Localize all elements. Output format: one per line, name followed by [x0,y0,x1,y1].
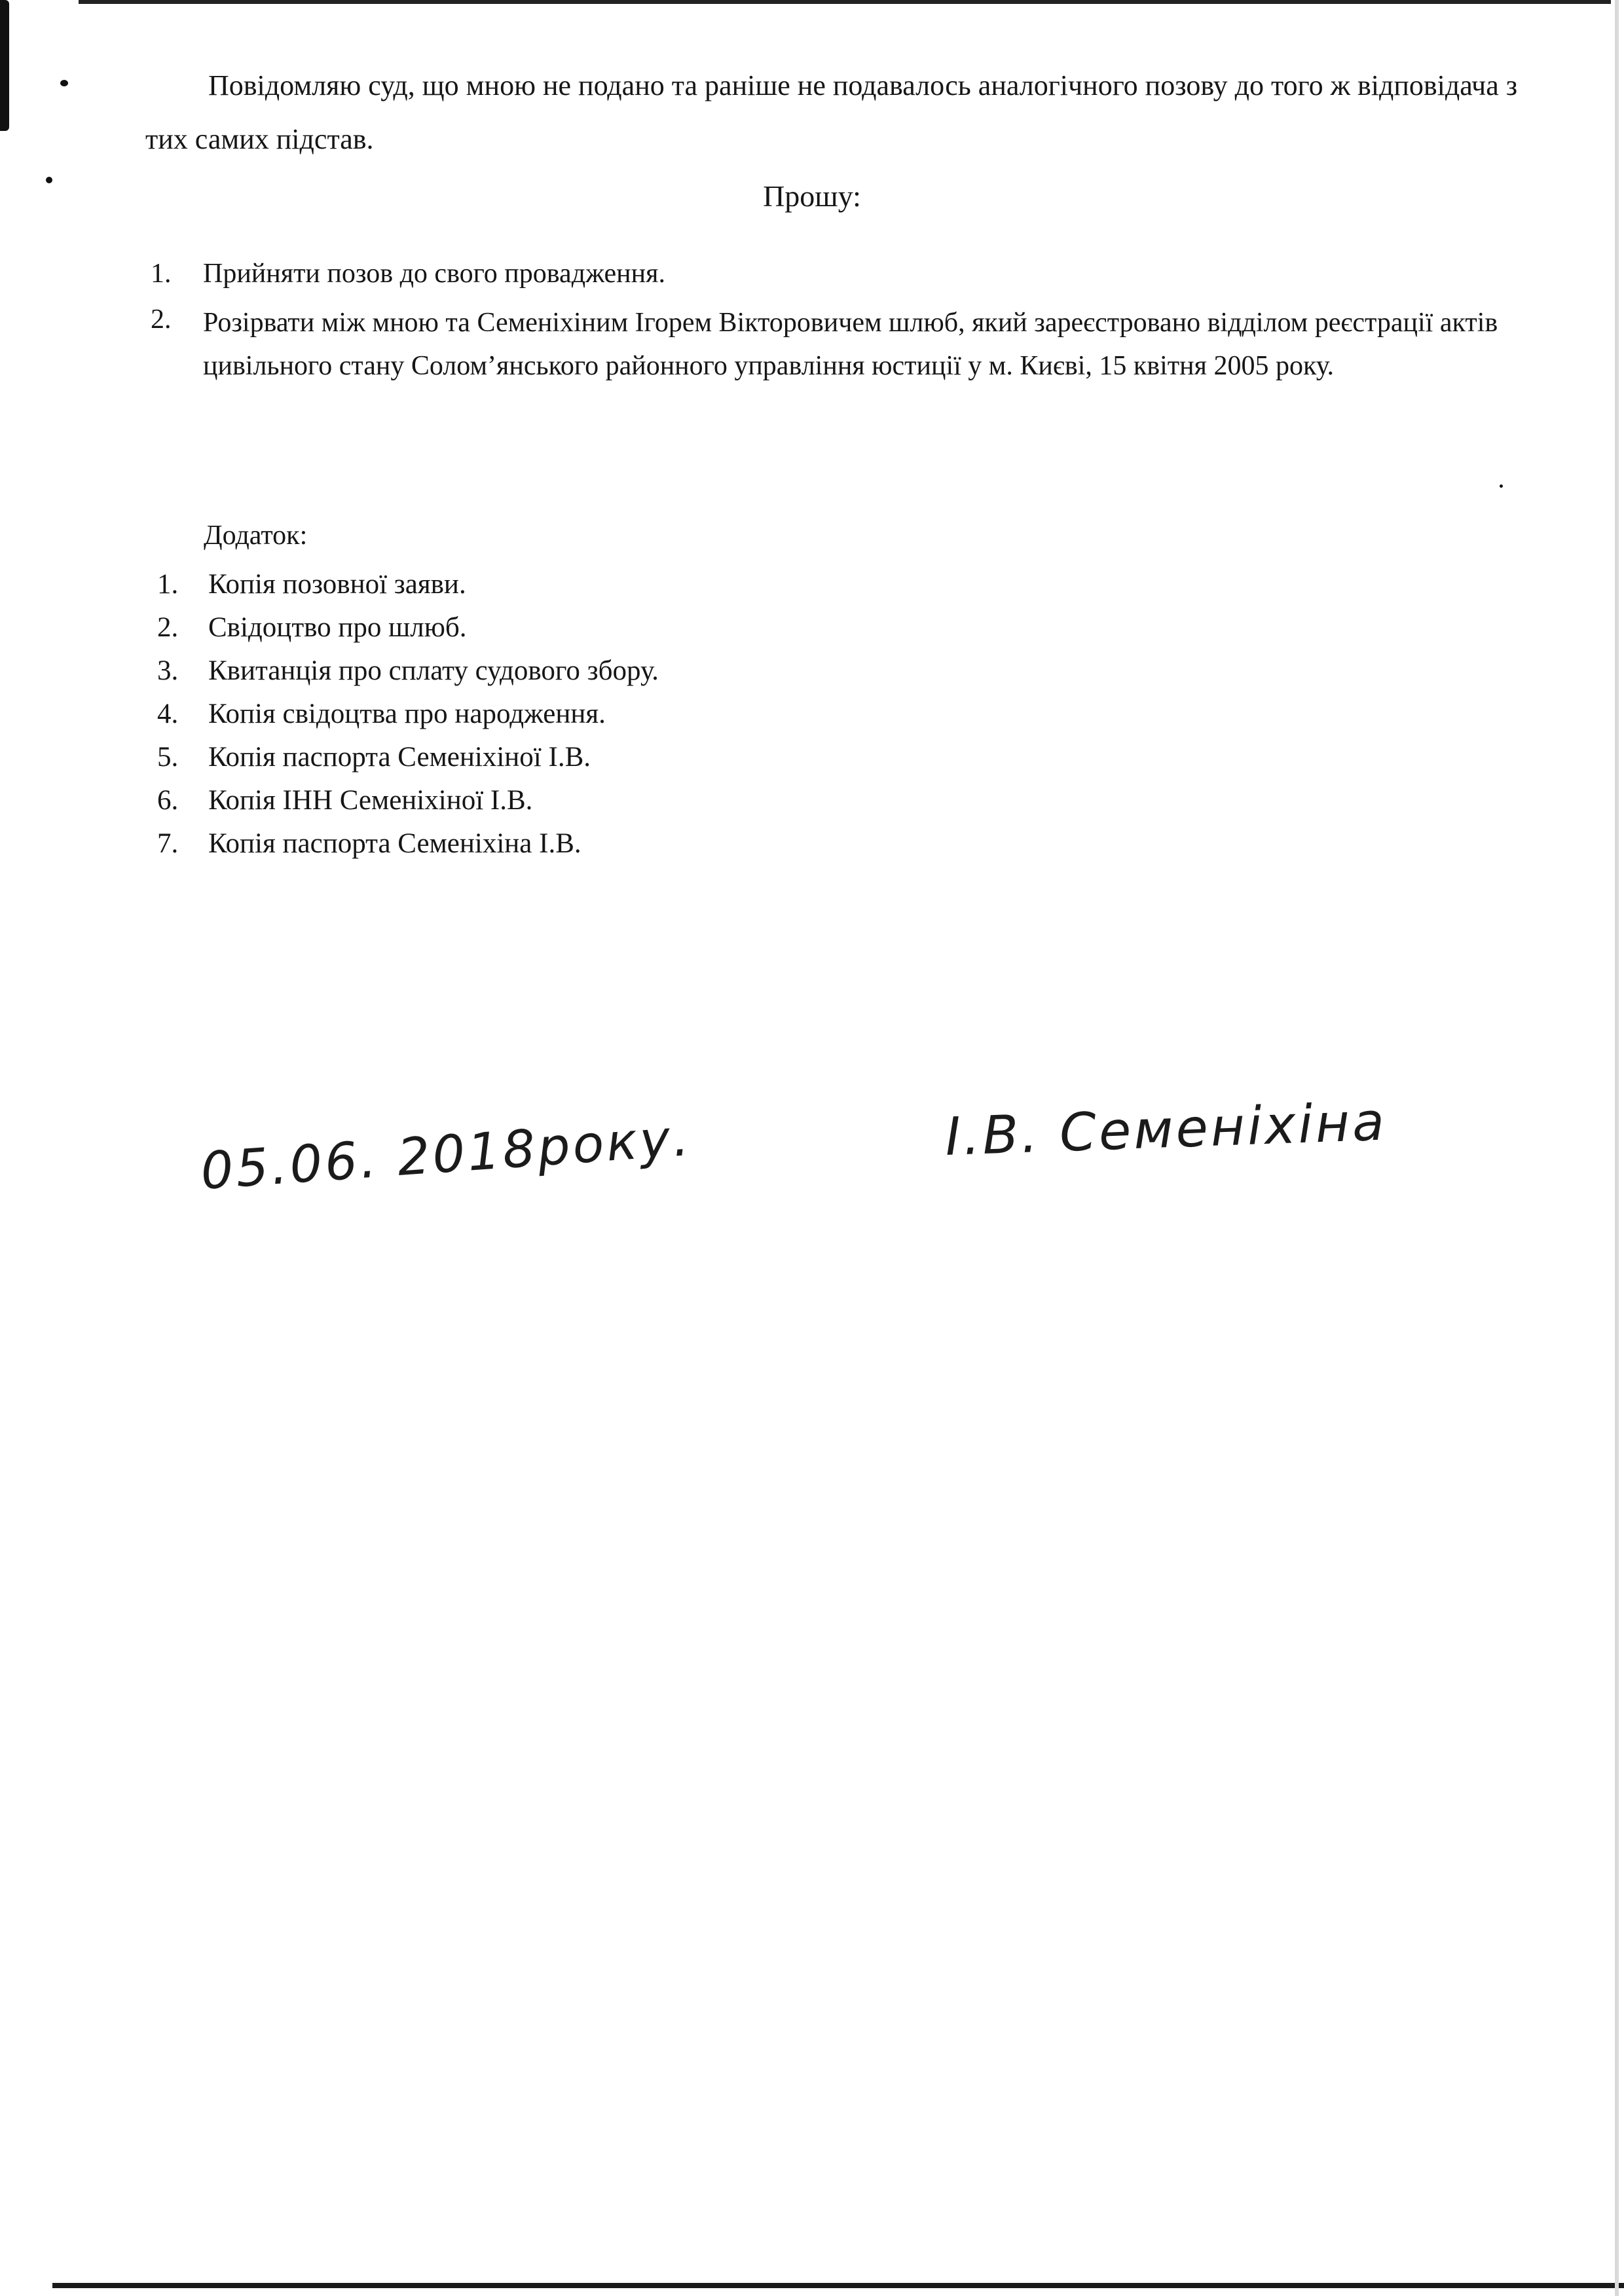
list-item-text: Свідоцтво про шлюб. [208,612,467,643]
scan-edge-top [79,0,1611,4]
list-item-text: Копія паспорта Семеніхіної І.В. [208,742,591,773]
attachments-title: Додаток: [204,520,308,551]
list-item-number: 2. [157,612,179,643]
list-item-text: Копія ІНН Семеніхіної І.В. [208,785,533,816]
list-item-number: 2. [151,304,172,335]
scan-speck [60,80,68,86]
list-item-number: 7. [157,828,179,859]
list-item [157,693,1205,736]
list-item [157,563,1205,606]
list-item-number: 1. [157,569,179,600]
request-heading: Прошу: [763,179,861,213]
scan-edge-left [0,0,9,131]
list-item [157,736,1205,779]
list-item [151,255,1526,292]
list-item [157,822,1205,866]
list-item-text: Квитанція про сплату судового збору. [208,655,659,686]
statement-text: Повідомляю суд, що мною не подано та раніше не подавалось аналогічного позову до того ж відповідача з тих самих підстав. [145,69,1518,155]
list-item-number: 5. [157,742,179,773]
scan-edge-right [1615,0,1619,2296]
scan-speck [1500,484,1503,488]
list-item-text: Копія свідоцтва про народження. [208,699,606,729]
list-item-number: 1. [151,259,172,289]
attachments-list [157,563,1205,866]
list-item [157,649,1205,693]
list-item-text: Копія позовної заяви. [208,569,466,600]
request-list [151,255,1526,397]
list-item [157,606,1205,649]
list-item-text: Розірвати між мною та Семеніхіним Ігорем Вікторовичем шлюб, який зареєстровано відділом реєстрації актів цивільного стану Солом’янського районного управління юстиції у м. Києві, 15 квітня 2005 року. [203,308,1498,381]
scan-edge-bottom [52,2283,1624,2288]
list-item [151,301,1526,388]
list-item-number: 3. [157,655,179,686]
list-item [157,779,1205,822]
list-item-text: Прийняти позов до свого провадження. [203,259,665,289]
handwritten-date: 05.06. 2018року. [198,1108,693,1201]
handwritten-signature: І.В. Семеніхіна [944,1091,1388,1167]
list-item-number: 6. [157,785,179,816]
list-item-text: Копія паспорта Семеніхіна І.В. [208,828,581,859]
statement-paragraph [145,59,1521,166]
list-item-number: 4. [157,699,179,729]
